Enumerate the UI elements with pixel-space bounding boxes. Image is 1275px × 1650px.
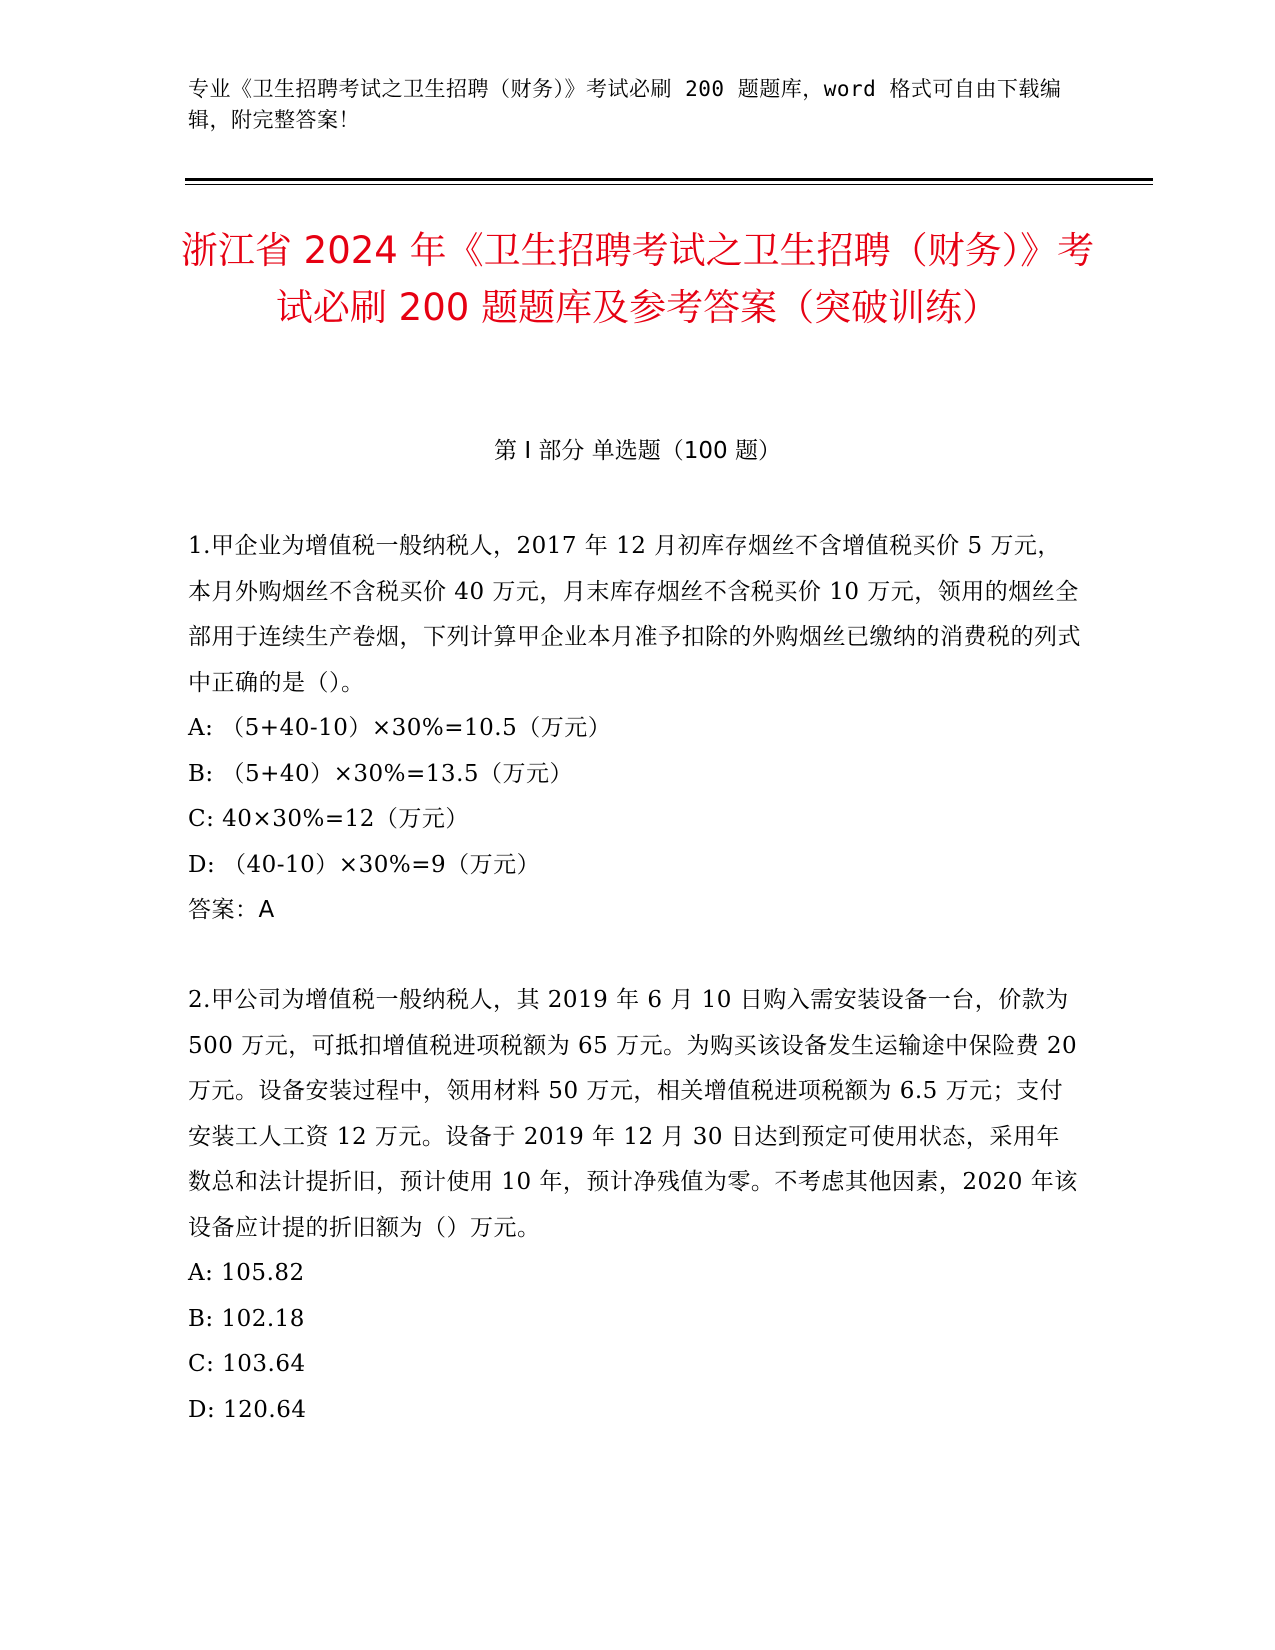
question-stem: 1.甲企业为增值税一般纳税人，2017 年 12 月初库存烟丝不含增值税买价 5 万元，本月外购烟丝不含税买价 40 万元，月末库存烟丝不含税买价 10 万元，领用的烟丝全部用于连续生产卷烟，下列计算甲企业本月准予扣除的外购烟丝已缴纳的消费税的列式中正确的是（）。 — [188, 533, 1081, 696]
answer-line: 答案：A — [188, 897, 275, 923]
question-2 — [188, 978, 1083, 1433]
option-b: B: 102.18 — [188, 1305, 305, 1332]
question-stem: 2.甲公司为增值税一般纳税人，其 2019 年 6 月 10 日购入需安装设备一台，价款为 500 万元，可抵扣增值税进项税额为 65 万元。为购买该设备发生运输途中保险费 20 万元。设备安装过程中，领用材料 50 万元，相关增值税进项税额为 6.5 万元；支付安装工人工资 12 万元。设备于 2019 年 12 月 30 日达到预定可使用状态，采用年数总和法计提折旧，预计使用 10 年，预计净残值为零。不考虑其他因素，2020 年该设备应计提的折旧额为（）万元。 — [188, 987, 1078, 1241]
header-note: 专业《卫生招聘考试之卫生招聘（财务）》考试必刷 200 题题库，word 格式可自由下载编辑，附完整答案！ — [188, 77, 1062, 132]
option-c: C: 103.64 — [188, 1351, 306, 1377]
option-a: A: （5+40-10）×30%=10.5（万元） — [188, 715, 612, 741]
header-divider-thick — [185, 178, 1153, 181]
question-1 — [188, 524, 1083, 934]
section-heading: 第 I 部分 单选题（100 题） — [494, 438, 781, 464]
option-a: A: 105.82 — [188, 1260, 305, 1286]
option-d: D: 120.64 — [188, 1396, 307, 1423]
header-divider-thin — [185, 184, 1153, 185]
document-title: 浙江省 2024 年《卫生招聘考试之卫生招聘（财务）》考试必刷 200 题题库及参考答案（突破训练） — [180, 229, 1095, 329]
option-b: B: （5+40）×30%=13.5（万元） — [188, 760, 574, 787]
option-c: C: 40×30%=12（万元） — [188, 806, 469, 832]
option-d: D: （40-10）×30%=9（万元） — [188, 851, 541, 878]
